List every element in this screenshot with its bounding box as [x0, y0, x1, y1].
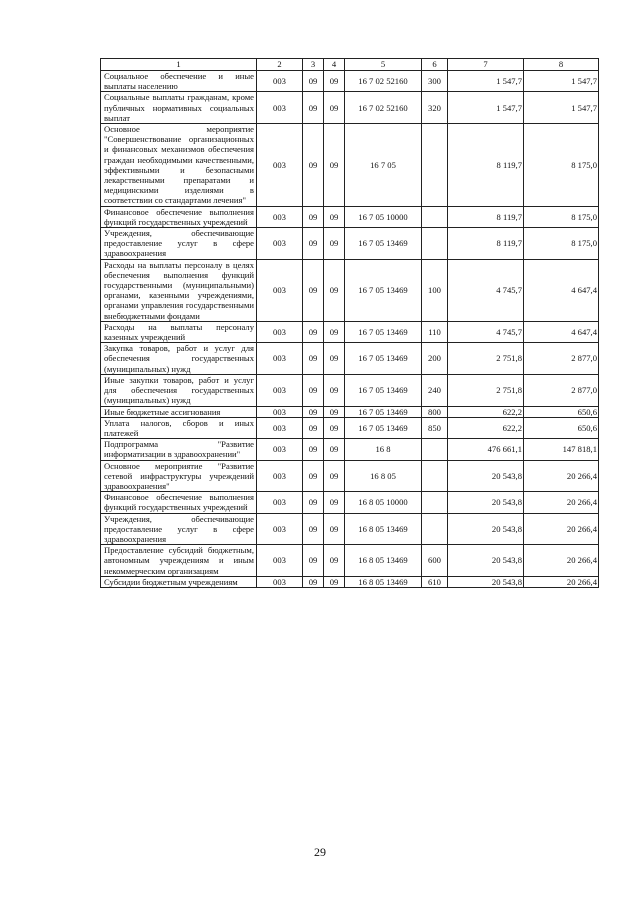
- table-row: [101, 259, 599, 321]
- expense-type-cell: 800: [422, 406, 448, 417]
- row-name-cell: Учреждения, обеспечивающие предоставление услуг в сфере здравоохранения: [101, 228, 257, 260]
- target-article-cell: 16 8 05 13469: [345, 545, 422, 577]
- target-article-cell: 16 7 05 13469: [345, 374, 422, 406]
- column-header: 2: [257, 59, 303, 71]
- amount-year2-cell: 4 647,4: [524, 321, 599, 342]
- amount-year2-cell: 20 266,4: [524, 576, 599, 587]
- expense-type-cell: [422, 228, 448, 260]
- subsection-code-cell: 09: [324, 374, 345, 406]
- amount-year2-cell: 650,6: [524, 417, 599, 438]
- target-article-cell: 16 7 05: [345, 124, 422, 207]
- amount-year2-cell: 4 647,4: [524, 259, 599, 321]
- amount-year2-cell: 8 175,0: [524, 124, 599, 207]
- ministry-code-cell: 003: [257, 124, 303, 207]
- expense-type-cell: 850: [422, 417, 448, 438]
- target-article-cell: 16 7 02 52160: [345, 71, 422, 92]
- row-name-cell: Субсидии бюджетным учреждениям: [101, 576, 257, 587]
- section-code-cell: 09: [303, 545, 324, 577]
- amount-year1-cell: 622,2: [448, 406, 524, 417]
- target-article-cell: 16 7 05 13469: [345, 406, 422, 417]
- amount-year2-cell: 1 547,7: [524, 92, 599, 124]
- ministry-code-cell: 003: [257, 206, 303, 227]
- amount-year1-cell: 4 745,7: [448, 321, 524, 342]
- amount-year1-cell: 476 661,1: [448, 439, 524, 460]
- ministry-code-cell: 003: [257, 439, 303, 460]
- expense-type-cell: [422, 492, 448, 513]
- amount-year2-cell: 2 877,0: [524, 343, 599, 375]
- section-code-cell: 09: [303, 576, 324, 587]
- subsection-code-cell: 09: [324, 228, 345, 260]
- amount-year2-cell: 20 266,4: [524, 460, 599, 492]
- column-header: 1: [101, 59, 257, 71]
- amount-year2-cell: 20 266,4: [524, 513, 599, 545]
- section-code-cell: 09: [303, 406, 324, 417]
- subsection-code-cell: 09: [324, 439, 345, 460]
- subsection-code-cell: 09: [324, 71, 345, 92]
- amount-year2-cell: 1 547,7: [524, 71, 599, 92]
- subsection-code-cell: 09: [324, 259, 345, 321]
- ministry-code-cell: 003: [257, 343, 303, 375]
- expense-type-cell: [422, 513, 448, 545]
- section-code-cell: 09: [303, 513, 324, 545]
- table-row: [101, 321, 599, 342]
- amount-year1-cell: 622,2: [448, 417, 524, 438]
- amount-year2-cell: 20 266,4: [524, 545, 599, 577]
- row-name-cell: Социальное обеспечение и иные выплаты населению: [101, 71, 257, 92]
- column-header: 3: [303, 59, 324, 71]
- section-code-cell: 09: [303, 321, 324, 342]
- target-article-cell: 16 8 05: [345, 460, 422, 492]
- table-row: [101, 417, 599, 438]
- target-article-cell: 16 7 05 13469: [345, 321, 422, 342]
- ministry-code-cell: 003: [257, 259, 303, 321]
- subsection-code-cell: 09: [324, 460, 345, 492]
- table-row: [101, 460, 599, 492]
- expense-type-cell: 110: [422, 321, 448, 342]
- ministry-code-cell: 003: [257, 460, 303, 492]
- row-name-cell: Финансовое обеспечение выполнения функций государственных учреждений: [101, 206, 257, 227]
- section-code-cell: 09: [303, 439, 324, 460]
- subsection-code-cell: 09: [324, 406, 345, 417]
- amount-year2-cell: 20 266,4: [524, 492, 599, 513]
- amount-year1-cell: 8 119,7: [448, 206, 524, 227]
- amount-year1-cell: 20 543,8: [448, 460, 524, 492]
- amount-year1-cell: 1 547,7: [448, 71, 524, 92]
- expense-type-cell: 100: [422, 259, 448, 321]
- subsection-code-cell: 09: [324, 321, 345, 342]
- subsection-code-cell: 09: [324, 492, 345, 513]
- row-name-cell: Закупка товаров, работ и услуг для обеспечения государственных (муниципальных) нужд: [101, 343, 257, 375]
- table-row: [101, 124, 599, 207]
- row-name-cell: Финансовое обеспечение выполнения функций государственных учреждений: [101, 492, 257, 513]
- expense-type-cell: 320: [422, 92, 448, 124]
- table-row: [101, 206, 599, 227]
- row-name-cell: Подпрограмма "Развитие информатизации в здравоохранении": [101, 439, 257, 460]
- ministry-code-cell: 003: [257, 417, 303, 438]
- row-name-cell: Уплата налогов, сборов и иных платежей: [101, 417, 257, 438]
- expense-type-cell: 240: [422, 374, 448, 406]
- target-article-cell: 16 7 05 13469: [345, 259, 422, 321]
- section-code-cell: 09: [303, 92, 324, 124]
- section-code-cell: 09: [303, 343, 324, 375]
- amount-year1-cell: 8 119,7: [448, 228, 524, 260]
- amount-year1-cell: 2 751,8: [448, 343, 524, 375]
- amount-year1-cell: 20 543,8: [448, 545, 524, 577]
- amount-year2-cell: 650,6: [524, 406, 599, 417]
- section-code-cell: 09: [303, 492, 324, 513]
- amount-year1-cell: 20 543,8: [448, 492, 524, 513]
- table-row: [101, 228, 599, 260]
- table-body: [101, 71, 599, 588]
- table-row: [101, 92, 599, 124]
- amount-year2-cell: 2 877,0: [524, 374, 599, 406]
- subsection-code-cell: 09: [324, 513, 345, 545]
- expense-type-cell: [422, 124, 448, 207]
- subsection-code-cell: 09: [324, 124, 345, 207]
- section-code-cell: 09: [303, 417, 324, 438]
- row-name-cell: Иные закупки товаров, работ и услуг для обеспечения государственных (муниципальных) нужд: [101, 374, 257, 406]
- amount-year1-cell: 4 745,7: [448, 259, 524, 321]
- column-header: 7: [448, 59, 524, 71]
- target-article-cell: 16 7 02 52160: [345, 92, 422, 124]
- ministry-code-cell: 003: [257, 228, 303, 260]
- expense-type-cell: [422, 206, 448, 227]
- amount-year1-cell: 2 751,8: [448, 374, 524, 406]
- target-article-cell: 16 8 05 10000: [345, 492, 422, 513]
- subsection-code-cell: 09: [324, 343, 345, 375]
- amount-year1-cell: 1 547,7: [448, 92, 524, 124]
- amount-year1-cell: 20 543,8: [448, 576, 524, 587]
- row-name-cell: Основное мероприятие "Развитие сетевой инфраструктуры учреждений здравоохранения": [101, 460, 257, 492]
- ministry-code-cell: 003: [257, 513, 303, 545]
- table-row: [101, 439, 599, 460]
- target-article-cell: 16 7 05 13469: [345, 417, 422, 438]
- row-name-cell: Предоставление субсидий бюджетным, автономным учреждениям и иным некоммерческим организациям: [101, 545, 257, 577]
- expense-type-cell: [422, 460, 448, 492]
- expense-type-cell: 600: [422, 545, 448, 577]
- amount-year2-cell: 147 818,1: [524, 439, 599, 460]
- ministry-code-cell: 003: [257, 576, 303, 587]
- target-article-cell: 16 7 05 10000: [345, 206, 422, 227]
- section-code-cell: 09: [303, 259, 324, 321]
- amount-year2-cell: 8 175,0: [524, 228, 599, 260]
- ministry-code-cell: 003: [257, 406, 303, 417]
- table-row: [101, 576, 599, 587]
- row-name-cell: Иные бюджетные ассигнования: [101, 406, 257, 417]
- target-article-cell: 16 8: [345, 439, 422, 460]
- budget-table: [100, 58, 599, 588]
- expense-type-cell: 200: [422, 343, 448, 375]
- table-header-row: [101, 59, 599, 71]
- amount-year2-cell: 8 175,0: [524, 206, 599, 227]
- table-row: [101, 374, 599, 406]
- section-code-cell: 09: [303, 374, 324, 406]
- table-row: [101, 545, 599, 577]
- ministry-code-cell: 003: [257, 92, 303, 124]
- table-row: [101, 71, 599, 92]
- column-header: 6: [422, 59, 448, 71]
- section-code-cell: 09: [303, 71, 324, 92]
- ministry-code-cell: 003: [257, 545, 303, 577]
- column-header: 8: [524, 59, 599, 71]
- target-article-cell: 16 8 05 13469: [345, 576, 422, 587]
- column-header: 5: [345, 59, 422, 71]
- table-row: [101, 343, 599, 375]
- section-code-cell: 09: [303, 228, 324, 260]
- expense-type-cell: 300: [422, 71, 448, 92]
- table-row: [101, 492, 599, 513]
- subsection-code-cell: 09: [324, 206, 345, 227]
- row-name-cell: Расходы на выплаты персоналу в целях обеспечения выполнения функций государственными (муниципальными) органами, казенными учреждениями, органами управления государственными внебюджетными фондами: [101, 259, 257, 321]
- column-header: 4: [324, 59, 345, 71]
- amount-year1-cell: 8 119,7: [448, 124, 524, 207]
- amount-year1-cell: 20 543,8: [448, 513, 524, 545]
- section-code-cell: 09: [303, 124, 324, 207]
- ministry-code-cell: 003: [257, 492, 303, 513]
- row-name-cell: Расходы на выплаты персоналу казенных учреждений: [101, 321, 257, 342]
- row-name-cell: Социальные выплаты гражданам, кроме публичных нормативных социальных выплат: [101, 92, 257, 124]
- table-row: [101, 406, 599, 417]
- section-code-cell: 09: [303, 206, 324, 227]
- subsection-code-cell: 09: [324, 545, 345, 577]
- subsection-code-cell: 09: [324, 576, 345, 587]
- ministry-code-cell: 003: [257, 321, 303, 342]
- section-code-cell: 09: [303, 460, 324, 492]
- subsection-code-cell: 09: [324, 92, 345, 124]
- row-name-cell: Учреждения, обеспечивающие предоставление услуг в сфере здравоохранения: [101, 513, 257, 545]
- target-article-cell: 16 7 05 13469: [345, 228, 422, 260]
- page-number: 29: [314, 845, 326, 859]
- target-article-cell: 16 7 05 13469: [345, 343, 422, 375]
- expense-type-cell: [422, 439, 448, 460]
- table-row: [101, 513, 599, 545]
- ministry-code-cell: 003: [257, 374, 303, 406]
- row-name-cell: Основное мероприятие "Совершенствование организационных и финансовых механизмов обеспечения граждан необходимыми качественными, эффективными и безопасными лекарственными препаратами и медицинскими изделиями в соответствии со стандартами лечения": [101, 124, 257, 207]
- subsection-code-cell: 09: [324, 417, 345, 438]
- ministry-code-cell: 003: [257, 71, 303, 92]
- expense-type-cell: 610: [422, 576, 448, 587]
- target-article-cell: 16 8 05 13469: [345, 513, 422, 545]
